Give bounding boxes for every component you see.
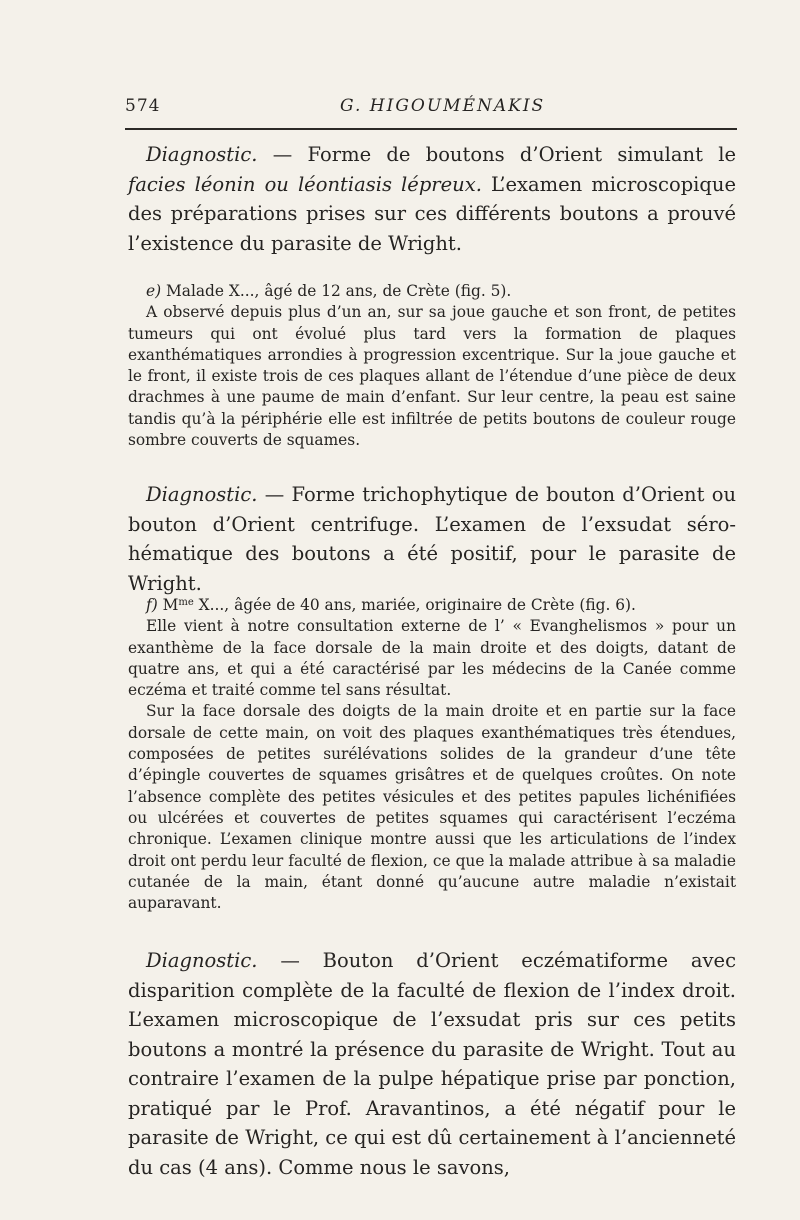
header-rule <box>125 128 737 130</box>
page-number: 574 <box>125 96 161 116</box>
case-description: Elle vient à notre consultation externe de l’ « Evanghelismos » pour un exanthème de la face dorsale de la main droite et des doigts, datant de quatre ans, et qui a été caractérisé par les médecins de la Canée comme eczéma et traité comme tel sans résultat. <box>128 617 736 700</box>
case-marker: f) <box>146 596 158 614</box>
running-title: G. HIGOUMÉNAKIS <box>340 96 546 116</box>
italic-term: facies léonin ou léontiasis lépreux. <box>128 172 482 196</box>
case-heading <box>128 592 736 616</box>
case-f-block <box>128 592 736 914</box>
diagnostic-paragraph-1 <box>128 140 736 258</box>
case-description: Sur la face dorsale des doigts de la main droite et en partie sur la face dorsale de cette main, on voit des plaques exanthématiques très étendues, composées de petites surélévations solides de la grandeur d’une tête d’épingle couvertes de squames grisâtres et de quelques croûtes. On note l’absence complète des petites vésicules et des petites papules lichénifiées ou ulcérées et couvertes de petites squames qui caractérisent l’eczéma chronique. L’examen clinique montre aussi que les articulations de l’index droit ont perdu leur faculté de flexion, ce que la malade attribue à sa maladie cutanée de la main, étant donné qu’aucune autre maladie n’existait auparavant. <box>128 702 736 913</box>
diagnostic-label: Diagnostic. <box>146 483 258 506</box>
paragraph-text: — Bouton d’Orient eczématiforme avec disparition complète de la faculté de flexion de l’index droit. L’examen microscopique de l’exsudat pris sur ces petits boutons a montré la présence du parasite de Wright. Tout au contraire l’examen de la pulpe hépatique prise par ponction, pratiqué par le Prof. Aravantinos, a été négatif pour le parasite de Wright, ce qui est dû certainement à l’ancienneté du cas (4 ans). Comme nous le savons, <box>128 949 736 1179</box>
case-title: Malade X..., âgé de 12 ans, de Crète (fig. 5). <box>161 282 512 300</box>
diagnostic-label: Diagnostic. <box>146 143 258 166</box>
diagnostic-paragraph-2 <box>128 480 736 598</box>
paragraph <box>128 946 736 1182</box>
case-heading <box>128 281 736 302</box>
diagnostic-paragraph-3 <box>128 946 736 1182</box>
running-header <box>125 96 735 122</box>
case-marker: e) <box>146 282 162 300</box>
case-e-block <box>128 281 736 451</box>
case-title-prefix: M <box>157 596 179 614</box>
paragraph-text: — Forme de boutons d’Orient simulant le <box>257 143 736 166</box>
paragraph <box>128 480 736 598</box>
case-description: A observé depuis plus d’un an, sur sa joue gauche et son front, de petites tumeurs qui ont évolué plus tard vers la formation de plaques exanthématiques arrondies à progression excentrique. Sur la joue gauche et le front, il existe trois de ces plaques allant de l’étendue d’une pièce de deux drachmes à une paume de main d’enfant. Sur leur centre, la peau est saine tandis qu’à la périphérie elle est infiltrée de petits boutons de couleur rouge sombre couverts de squames. <box>128 303 736 450</box>
case-title-superscript: me <box>178 597 194 608</box>
paragraph <box>128 140 736 258</box>
paragraph-text: L’examen microscopique des préparations prises sur ces différents boutons a prouvé l’existence du parasite de Wright. <box>128 172 736 255</box>
paragraph-text: — Forme trichophytique de bouton d’Orient ou bouton d’Orient centrifuge. L’examen de l’exsudat séro-hématique des boutons a été positif, pour le parasite de Wright. <box>128 483 736 595</box>
case-title: X..., âgée de 40 ans, mariée, originaire de Crète (fig. 6). <box>193 596 636 614</box>
diagnostic-label: Diagnostic. <box>146 949 258 972</box>
